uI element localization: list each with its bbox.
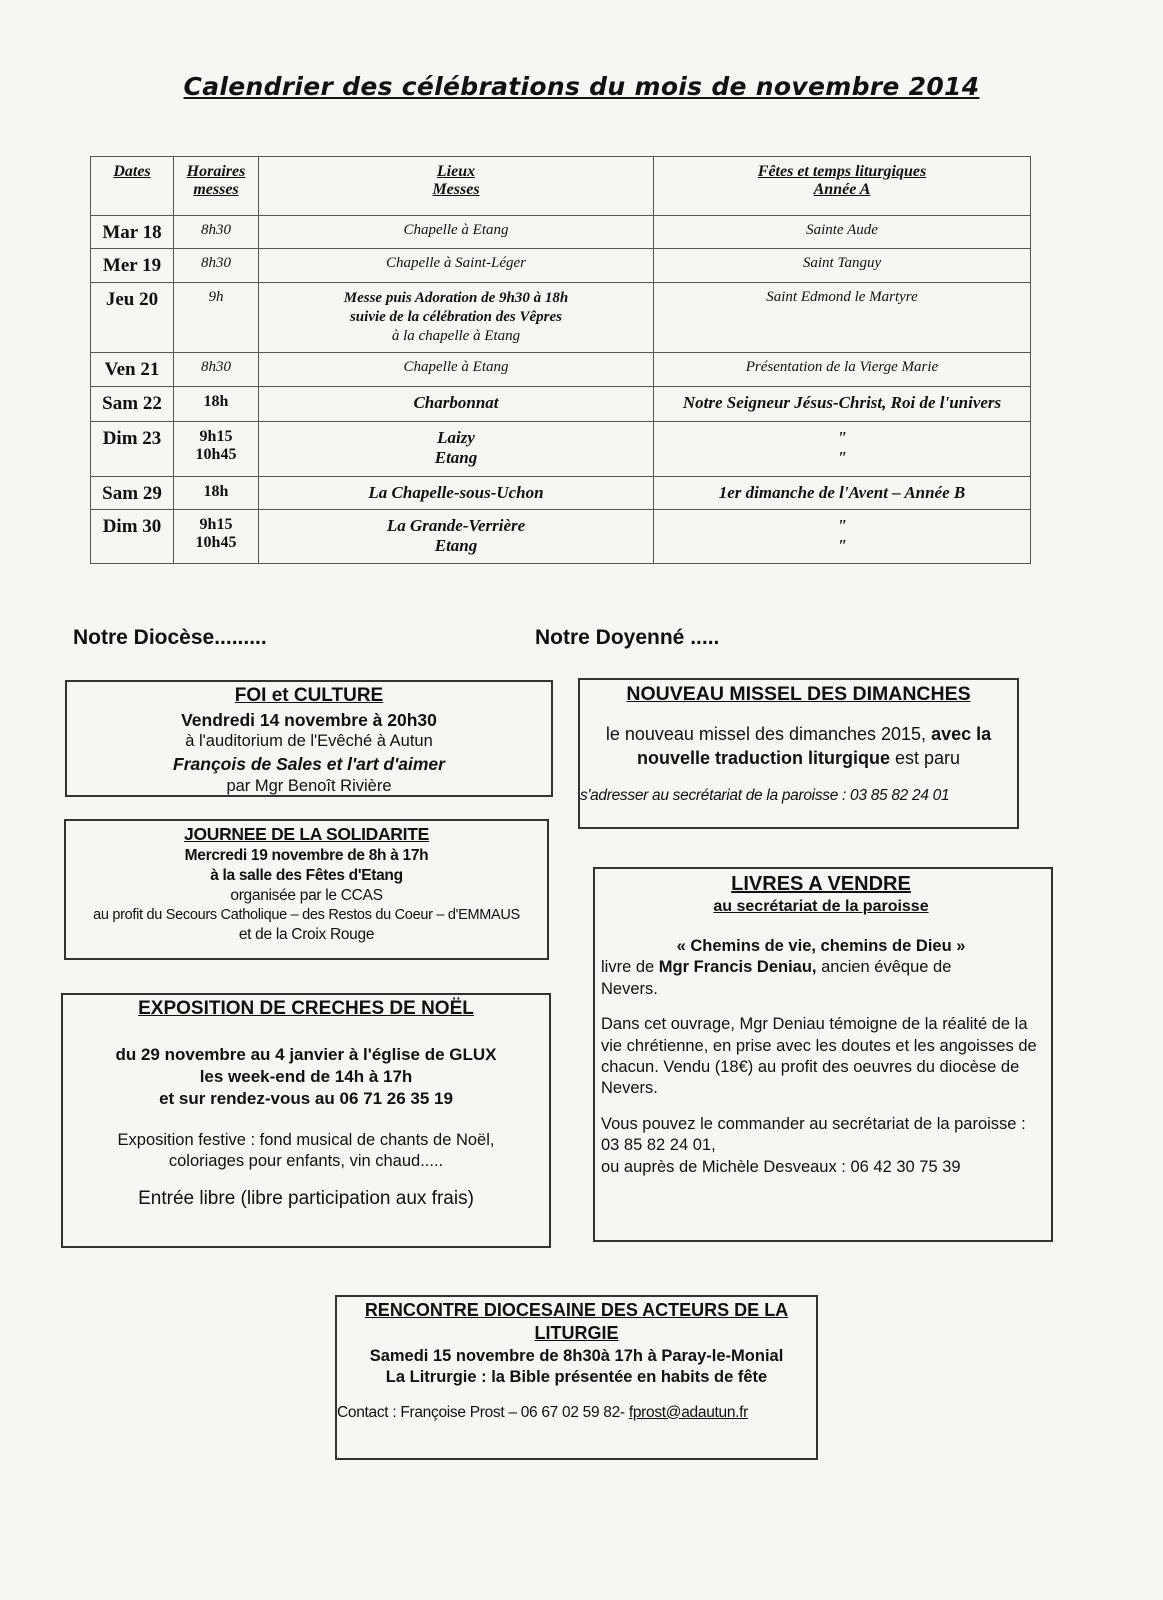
celebrations-table [90, 156, 1031, 564]
creches-line2: les week-end de 14h à 17h [199, 1066, 413, 1086]
feast-cell: Présentation de la Vierge Marie [654, 353, 1031, 387]
table-row [91, 249, 1031, 283]
table-row [91, 422, 1031, 477]
time-cell: 8h30 [174, 249, 259, 283]
creches-line3: et sur rendez-vous au 06 71 26 35 19 [159, 1088, 453, 1108]
solidarite-date: Mercredi 19 novembre de 8h à 17h [184, 846, 429, 864]
rencontre-box [335, 1295, 818, 1460]
time-cell: 8h30 [174, 353, 259, 387]
livres-desc: Dans cet ouvrage, Mgr Deniau témoigne de la réalité de la vie chrétienne, en prise avec les doutes et les angoisses de chacun. Vendu (18€) au profit des oeuvres du diocèse de Nevers. [601, 1015, 1037, 1098]
table-row [91, 216, 1031, 249]
place-cell: Chapelle à Etang [259, 353, 654, 387]
foi-culture-box [65, 680, 553, 797]
header-lieux: Lieux Messes [259, 157, 654, 216]
livres-order-2: ou auprès de Michèle Desveaux : 06 42 30 75 39 [601, 1157, 961, 1176]
solidarite-organizer: organisée par le CCAS [230, 887, 383, 905]
livres-author: livre de Mgr Francis Deniau, ancien évêque de Nevers. [601, 958, 952, 998]
header-fetes: Fêtes et temps liturgiques Année A [654, 157, 1031, 216]
livres-subtitle: au secrétariat de la paroisse [713, 898, 929, 915]
date-cell: Ven 21 [91, 353, 174, 387]
creches-desc-1: Exposition festive : fond musical de chants de Noël, [117, 1130, 495, 1149]
foi-place: à l'auditorium de l'Evêché à Autun [185, 732, 433, 751]
feast-cell: 1er dimanche de l'Avent – Année B [654, 477, 1031, 510]
table-row [91, 353, 1031, 387]
place-cell: La Grande-Verrière Etang [259, 510, 654, 564]
section-diocese: Notre Diocèse......... [73, 626, 267, 649]
date-cell: Mer 19 [91, 249, 174, 283]
date-cell: Dim 23 [91, 422, 174, 477]
solidarite-box [64, 819, 549, 960]
solidarite-benefit: au profit du Secours Catholique – des Restos du Coeur – d'EMMAUS [93, 907, 520, 924]
page-title: Calendrier des célébrations du mois de novembre 2014 [183, 72, 980, 101]
livres-box [593, 867, 1053, 1242]
date-cell: Jeu 20 [91, 283, 174, 353]
date-cell: Sam 22 [91, 387, 174, 422]
foi-speaker: par Mgr Benoît Rivière [226, 776, 392, 795]
solidarite-place: à la salle des Fêtes d'Etang [210, 866, 403, 884]
creches-line1: du 29 novembre au 4 janvier à l'église de GLUX [115, 1044, 497, 1064]
foi-subject: François de Sales et l'art d'aimer [173, 753, 445, 774]
header-horaires: Horaires messes [174, 157, 259, 216]
place-cell: Chapelle à Saint-Léger [259, 249, 654, 283]
missel-box [578, 678, 1019, 829]
date-cell: Mar 18 [91, 216, 174, 249]
email-link[interactable]: fprost@adautun.fr [628, 1403, 749, 1421]
place-cell: Charbonnat [259, 387, 654, 422]
feast-cell: Notre Seigneur Jésus-Christ, Roi de l'univers [654, 387, 1031, 422]
table-row [91, 283, 1031, 353]
creches-box [61, 993, 551, 1248]
table-row [91, 510, 1031, 564]
table-row [91, 387, 1031, 422]
date-cell: Sam 29 [91, 477, 174, 510]
place-cell: La Chapelle-sous-Uchon [259, 477, 654, 510]
solidarite-title: JOURNEE DE LA SOLIDARITE [184, 824, 429, 844]
feast-cell: Sainte Aude [654, 216, 1031, 249]
creches-desc-2: coloriages pour enfants, vin chaud..... [168, 1152, 444, 1171]
feast-cell: " " [654, 422, 1031, 477]
time-cell: 18h [174, 387, 259, 422]
solidarite-benefit-2: et de la Croix Rouge [238, 926, 375, 944]
feast-cell: " " [654, 510, 1031, 564]
livres-title: LIVRES A VENDRE [731, 873, 911, 895]
feast-cell: Saint Edmond le Martyre [654, 283, 1031, 353]
foi-date: Vendredi 14 novembre à 20h30 [181, 709, 437, 730]
section-doyenne: Notre Doyenné ..... [535, 626, 720, 649]
rencontre-date: Samedi 15 novembre de 8h30à 17h à Paray-le-Monial [369, 1346, 784, 1365]
missel-text: le nouveau missel des dimanches 2015, avec la nouvelle traduction liturgique est paru [605, 724, 992, 768]
header-dates: Dates [91, 157, 174, 216]
time-cell: 9h15 10h45 [174, 510, 259, 564]
place-cell: Laizy Etang [259, 422, 654, 477]
livres-book-title: « Chemins de vie, chemins de Dieu » [676, 936, 966, 955]
missel-contact: s'adresser au secrétariat de la paroisse : 03 85 82 24 01 [580, 787, 950, 805]
time-cell: 8h30 [174, 216, 259, 249]
creches-title: EXPOSITION DE CRECHES DE NOËL [138, 998, 474, 1019]
livres-order: Vous pouvez le commander au secrétariat de la paroisse : 03 85 82 24 01, [601, 1114, 1026, 1155]
date-cell: Dim 30 [91, 510, 174, 564]
feast-cell: Saint Tanguy [654, 249, 1031, 283]
rencontre-contact: Contact : Françoise Prost – 06 67 02 59 82- fprost@adautun.fr [337, 1403, 749, 1421]
time-cell: 9h15 10h45 [174, 422, 259, 477]
time-cell: 9h [174, 283, 259, 353]
table-row [91, 477, 1031, 510]
rencontre-theme: La Litrurgie : la Bible présentée en habits de fête [385, 1368, 768, 1387]
place-cell: Messe puis Adoration de 9h30 à 18h suivie de la célébration des Vêpres à la chapelle à Etang [259, 283, 654, 353]
time-cell: 18h [174, 477, 259, 510]
creches-entry: Entrée libre (libre participation aux frais) [138, 1187, 474, 1209]
place-cell: Chapelle à Etang [259, 216, 654, 249]
rencontre-title: RENCONTRE DIOCESAINE DES ACTEURS DE LA LITURGIE [364, 1300, 789, 1344]
table-header-row [91, 157, 1031, 216]
foi-title: FOI et CULTURE [234, 685, 384, 706]
missel-title: NOUVEAU MISSEL DES DIMANCHES [626, 683, 971, 705]
